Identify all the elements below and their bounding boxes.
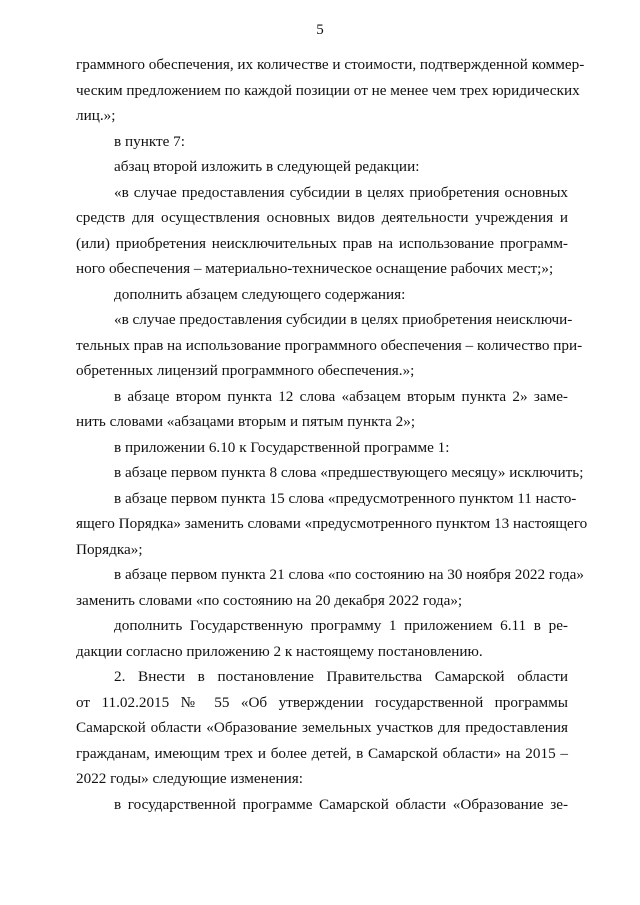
text-line: 2. Внести в постановление Правительства Самарской области: [114, 668, 568, 685]
text-line: 2022 годы» следующие изменения:: [76, 770, 303, 787]
text-line: в приложении 6.10 к Государственной программе 1:: [114, 438, 450, 456]
text-line: в государственной программе Самарской области «Образование зе-: [114, 795, 568, 813]
document-body: [76, 52, 588, 817]
page-number: 5: [316, 22, 324, 38]
text-line: Самарской области «Образование земельных участков для предоставления: [76, 719, 568, 736]
text-line: нить словами «абзацами вторым и пятым пункта 2»;: [76, 413, 416, 430]
text-line: лиц.»;: [76, 107, 116, 124]
text-line: ческим предложением по каждой позиции от не менее чем трех юридических: [76, 81, 580, 99]
text-line: ящего Порядка» заменить словами «предусмотренного пунктом 13 настоящего: [76, 515, 588, 532]
text-line: заменить словами «по состоянию на 20 декабря 2022 года»;: [76, 591, 463, 609]
text-line: ного обеспечения – материально-техническое оснащение рабочих мест;»;: [76, 260, 554, 277]
text-line: в абзаце первом пункта 21 слова «по состоянию на 30 ноября 2022 года»: [114, 566, 584, 583]
text-line: Порядка»;: [76, 540, 143, 558]
text-line: «в случае предоставления субсидии в целях приобретения неисключи-: [114, 311, 573, 328]
text-line: гражданам, имеющим трех и более детей, в Самарской области» на 2015 –: [76, 744, 568, 762]
text-line: в абзаце втором пункта 12 слова «абзацем вторым пункта 2» заме-: [114, 387, 568, 405]
text-line: дополнить Государственную программу 1 приложением 6.11 в ре-: [114, 617, 568, 634]
text-line: средств для осуществления основных видов деятельности учреждения и: [76, 209, 568, 226]
text-line: в абзаце первом пункта 8 слова «предшествующего месяцу» исключить;: [114, 464, 584, 481]
text-line: граммного обеспечения, их количестве и стоимости, подтвержденной коммер-: [76, 56, 585, 73]
text-line: обретенных лицензий программного обеспечения.»;: [76, 362, 415, 379]
text-line: абзац второй изложить в следующей редакции:: [114, 158, 420, 175]
text-line: (или) приобретения неисключительных прав на использование программ-: [76, 234, 568, 252]
text-line: дакции согласно приложению 2 к настоящему постановлению.: [76, 642, 483, 660]
text-line: дополнить абзацем следующего содержания:: [114, 285, 406, 303]
text-line: «в случае предоставления субсидии в целях приобретения основных: [114, 183, 568, 201]
text-line: в пункте 7:: [114, 132, 185, 150]
text-line: в абзаце первом пункта 15 слова «предусмотренного пунктом 11 насто-: [114, 489, 577, 507]
text-line: тельных прав на использование программного обеспечения – количество при-: [76, 336, 583, 354]
text-line: от 11.02.2015 № 55 «Об утверждении государственной программы: [76, 693, 568, 711]
